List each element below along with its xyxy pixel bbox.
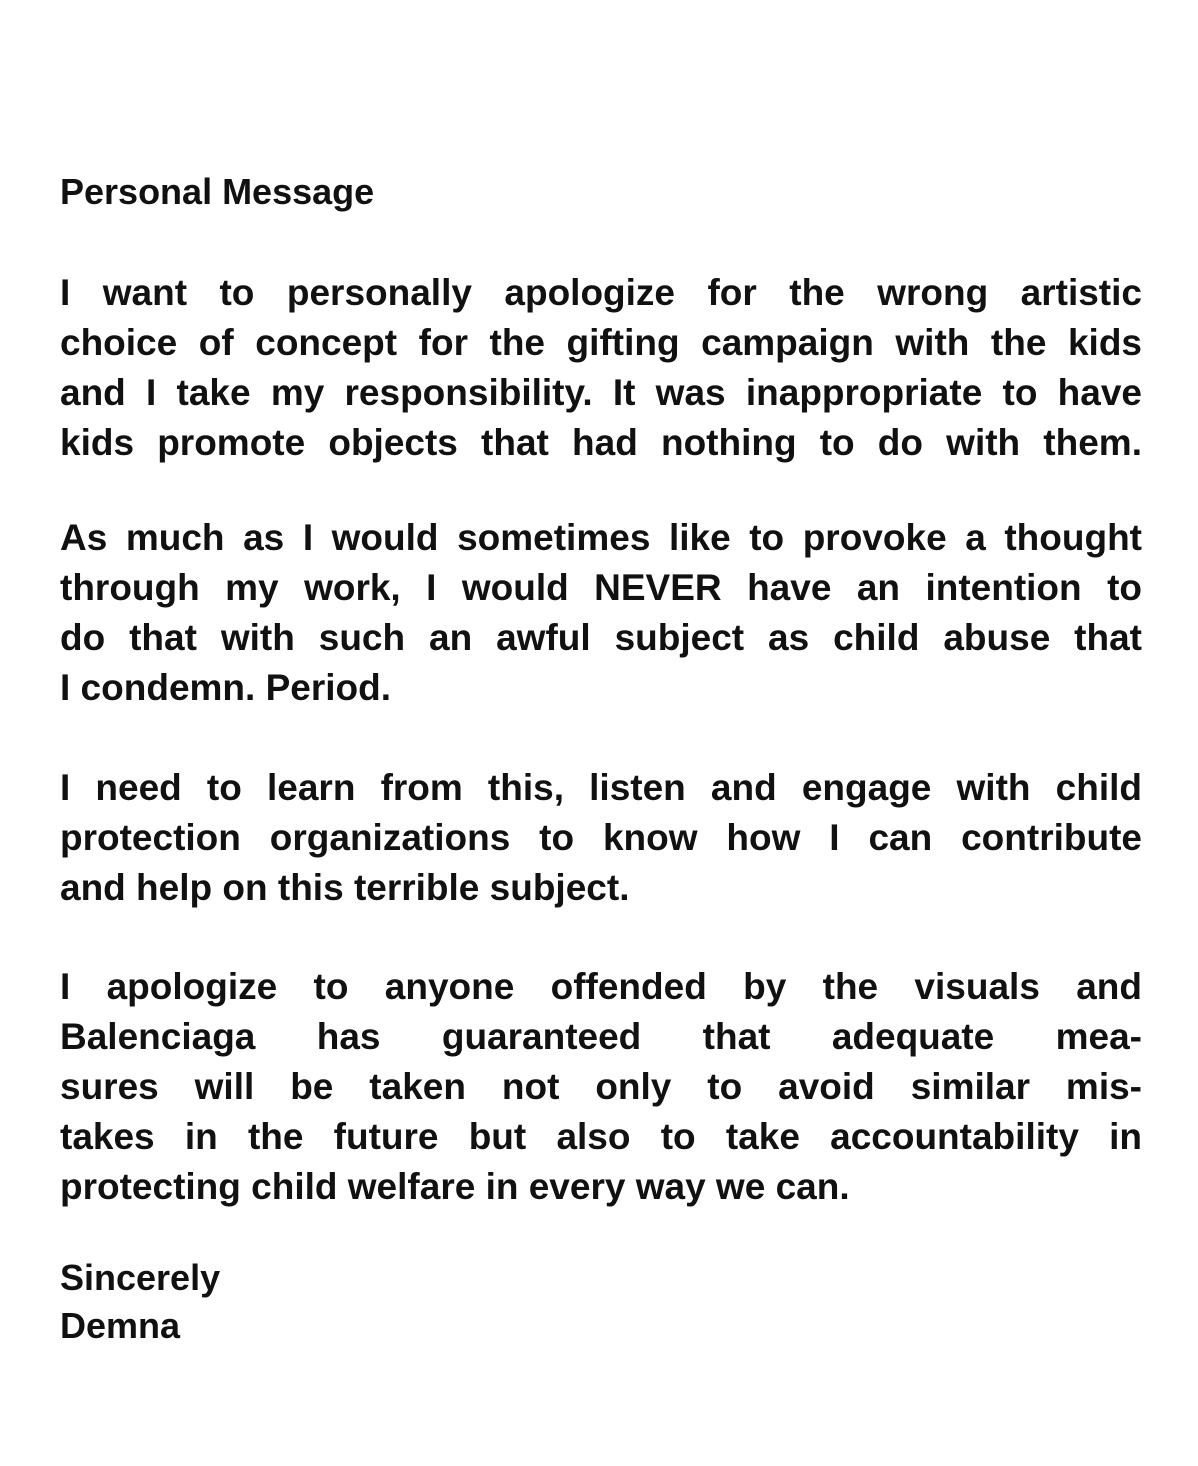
paragraph-line: I condemn. Period. (60, 667, 391, 708)
paragraph-line: through my work, I would NEVER have an intention to (60, 567, 1142, 608)
paragraph-apology (60, 268, 1142, 468)
paragraph-line: do that with such an awful subject as child abuse that (60, 617, 1142, 658)
paragraph-line: sures will be taken not only to avoid similar mis- (60, 1066, 1142, 1107)
paragraph-learning (60, 763, 1142, 913)
paragraph-line: I apologize to anyone offended by the visuals and (60, 966, 1142, 1007)
paragraph-measures (60, 962, 1142, 1212)
letter-title: Personal Message (60, 171, 375, 212)
paragraph-line: takes in the future but also to take accountability in (60, 1116, 1142, 1157)
paragraph-line: kids promote objects that had nothing to do with them. (60, 422, 1142, 463)
paragraph-line: As much as I would sometimes like to provoke a thought (60, 517, 1142, 558)
paragraph-line: choice of concept for the gifting campaign with the kids (60, 322, 1142, 363)
paragraph-line: and help on this terrible subject. (60, 867, 630, 908)
paragraph-line: Balenciaga has guaranteed that adequate mea- (60, 1016, 1142, 1057)
signature: Demna (60, 1305, 181, 1346)
paragraph-line: I want to personally apologize for the wrong artistic (60, 272, 1142, 313)
closing: Sincerely (60, 1257, 221, 1298)
paragraph-line: protection organizations to know how I can contribute (60, 817, 1142, 858)
paragraph-line: and I take my responsibility. It was inappropriate to have (60, 372, 1142, 413)
paragraph-line: protecting child welfare in every way we can. (60, 1166, 850, 1207)
paragraph-intention (60, 513, 1142, 713)
paragraph-line: I need to learn from this, listen and engage with child (60, 767, 1142, 808)
